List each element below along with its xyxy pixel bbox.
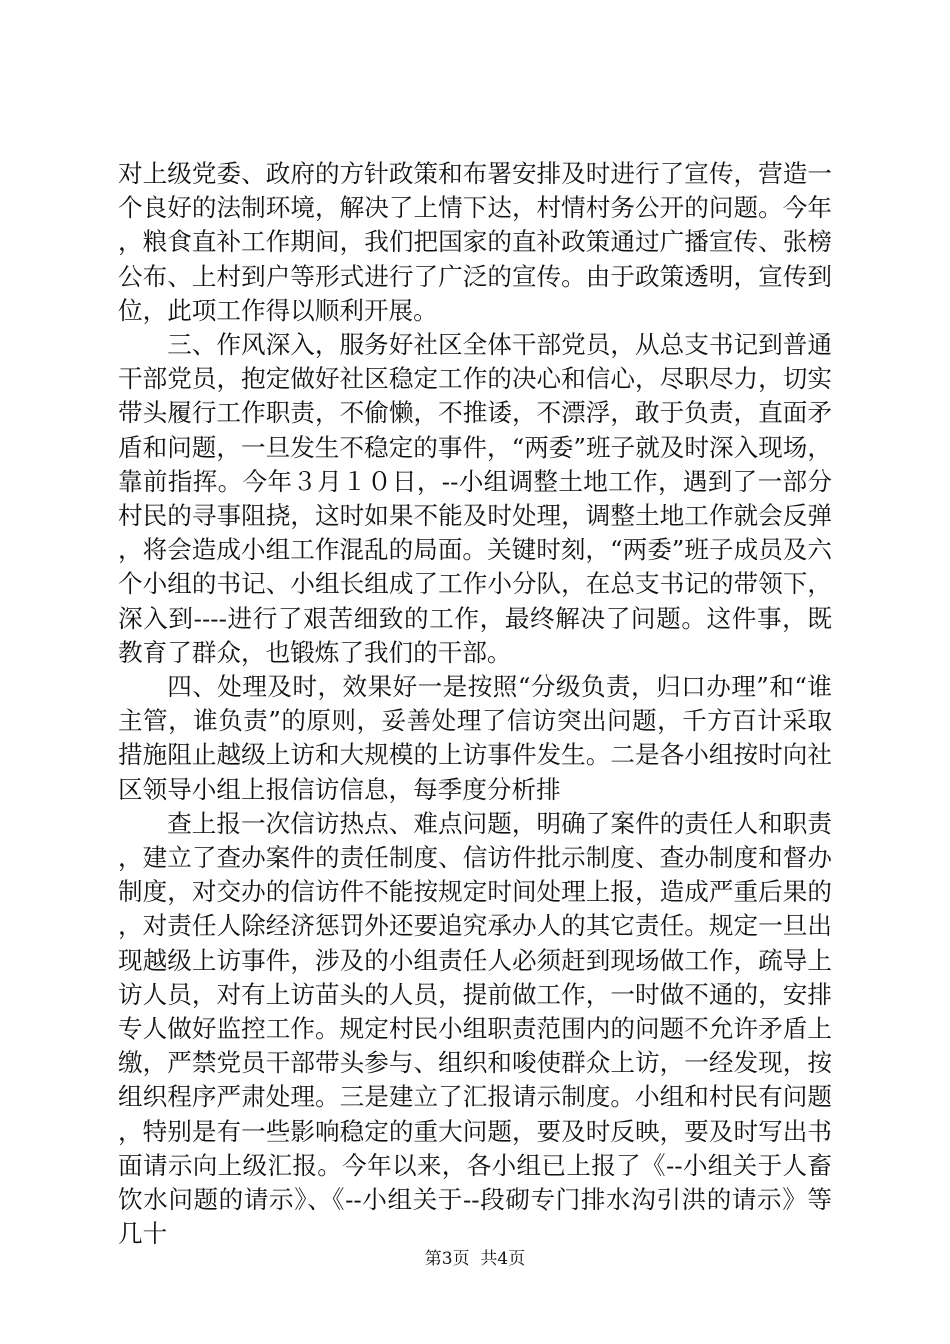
page-number-label: 第3页 共4页: [424, 1249, 526, 1269]
body-text: [118, 157, 832, 1252]
paragraph-continuation: 对上级党委、政府的方针政策和布署安排及时进行了宣传，营造一个良好的法制环境，解决了上情下达，村情村务公开的问题。今年，粮食直补工作期间，我们把国家的直补政策通过广播宣传、张榜公布、上村到户等形式进行了广泛的宣传。由于政策透明，宣传到位，此项工作得以顺利开展。: [118, 159, 832, 325]
paragraph-section-four: 四、处理及时，效果好一是按照“分级负责，归口办理”和“谁主管，谁负责”的原则，妥善处理了信访突出问题，千方百计采取措施阻止越级上访和大规模的上访事件发生。二是各小组按时向社区领导小组上报信访信息，每季度分析排: [118, 672, 832, 804]
paragraph-section-four-continued: 查上报一次信访热点、难点问题，明确了案件的责任人和职责，建立了查办案件的责任制度、信访件批示制度、查办制度和督办制度，对交办的信访件不能按规定时间处理上报，造成严重后果的，对责任人除经济惩罚外还要追究承办人的其它责任。规定一旦出现越级上访事件，涉及的小组责任人必须赶到现场做工作，疏导上访人员，对有上访苗头的人员，提前做工作，一时做不通的，安排专人做好监控工作。规定村民小组职责范围内的问题不允许矛盾上缴，严禁党员干部带头参与、组织和唆使群众上访，一经发现，按组织程序严肃处理。三是建立了汇报请示制度。小组和村民有问题，特别是有一些影响稳定的重大问题，要及时反映，要及时写出书面请示向上级汇报。今年以来，各小组已上报了《--小组关于人畜饮水问题的请示》、《--小组关于--段砌专门排水沟引洪的请示》等几十: [118, 808, 832, 1249]
paragraph-section-three: 三、作风深入，服务好社区全体干部党员，从总支书记到普通干部党员，抱定做好社区稳定工作的决心和信心，尽职尽力，切实带头履行工作职责，不偷懒，不推诿，不漂浮，敢于负责，直面矛盾和问题，一旦发生不稳定的事件，“两委”班子就及时深入现场，靠前指挥。今年３月１０日，--小组调整土地工作，遇到了一部分村民的寻事阻挠，这时如果不能及时处理，调整土地工作就会反弹，将会造成小组工作混乱的局面。关键时刻，“两委”班子成员及六个小组的书记、小组长组成了工作小分队，在总支书记的带领下，深入到----进行了艰苦细致的工作，最终解决了问题。这件事，既教育了群众，也锻炼了我们的干部。: [118, 330, 832, 667]
page-footer: [0, 1248, 950, 1270]
